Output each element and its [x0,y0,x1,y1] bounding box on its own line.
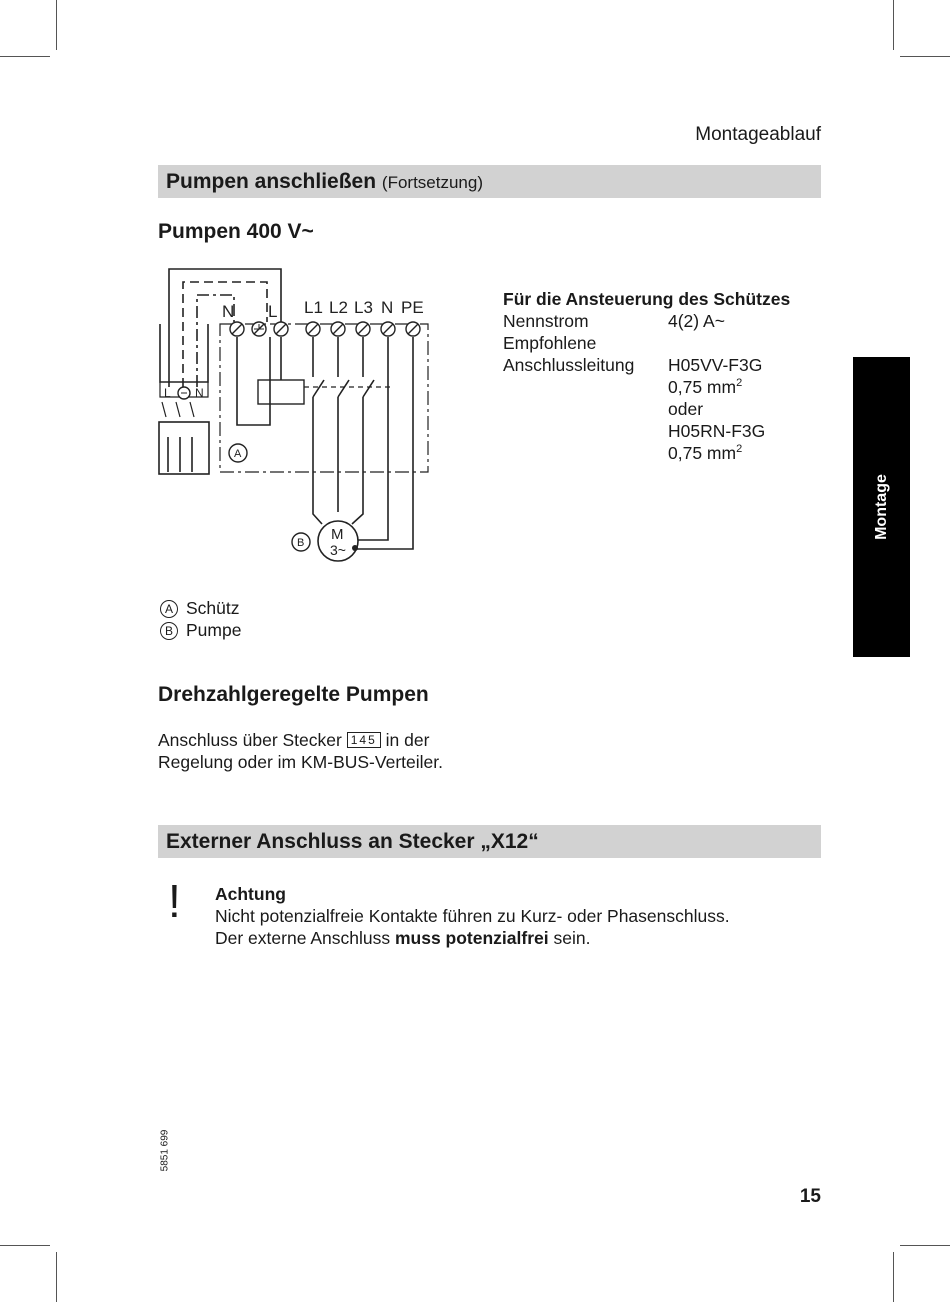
document-number: 5851 699 [159,1129,171,1172]
motor-label: M [331,526,344,543]
side-tab-label: Montage [872,474,890,540]
terminal-label: L1 [304,298,323,317]
warning-title: Achtung [215,884,286,904]
spec-value: H05RN-F3G [668,421,766,441]
section-subtitle: (Fortsetzung) [381,173,483,192]
spec-value: oder [668,399,704,419]
plug-label: N [195,386,204,400]
crop-mark [900,56,950,57]
legend-key: A [160,600,178,618]
page-number: 15 [799,1186,821,1207]
spec-value: 0,75 $mm^2$ [668,443,743,463]
terminal-label: L [268,302,278,321]
spec-label: Nennstrom [503,311,589,331]
terminal-label: N [222,302,235,321]
terminal-label: L2 [329,298,348,317]
spec-value: H05VV-F3G [668,355,763,375]
label-a: A [234,448,242,460]
warning-line: Nicht potenzialfreie Kontakte führen zu Kurz- oder Phasenschluss. [215,906,730,926]
crop-mark [900,1245,950,1246]
section-bar [158,825,821,858]
wiring-diagram [150,262,440,562]
legend-item: B Pumpe [160,619,241,641]
crop-mark [893,0,894,50]
spec-label: Empfohlene [503,333,597,353]
warning-line: Der externe Anschluss muss potenzialfrei sein. [215,928,591,948]
section-bar [158,165,821,198]
terminal-label: PE [401,298,424,317]
heading-speed-controlled: Drehzahlgeregelte Pumpen [158,683,429,706]
crop-mark [0,1245,50,1246]
section-title: Pumpen anschließen (Fortsetzung) [166,170,483,193]
warning-icon: ! [168,875,181,927]
crop-mark [893,1252,894,1302]
plug-number: 145 [347,732,381,748]
crop-mark [0,56,50,57]
legend-item: A Schütz [160,597,240,619]
running-header: Montageablauf [695,124,821,145]
crop-mark [56,1252,57,1302]
terminal-label: L3 [354,298,373,317]
plug-label: L [164,386,171,400]
crop-mark [56,0,57,50]
spec-value: 0,75 $mm^2$ [668,377,743,397]
motor-phase-label: 3~ [330,542,346,558]
heading-pumps-400: Pumpen 400 V~ [158,220,314,243]
side-tab [853,357,910,657]
terminal-label: N [381,298,394,317]
spec-value: 4(2) A~ [668,311,725,331]
legend-key: B [160,622,178,640]
label-b: B [297,537,305,549]
spec-label: Anschlussleitung [503,355,635,375]
speed-text: Anschluss über Stecker 145 in der Regelung oder im KM-BUS-Verteiler. [158,730,443,772]
section-title: Externer Anschluss an Stecker „X12“ [166,830,539,853]
spec-title: Für die Ansteuerung des Schützes [503,289,791,309]
